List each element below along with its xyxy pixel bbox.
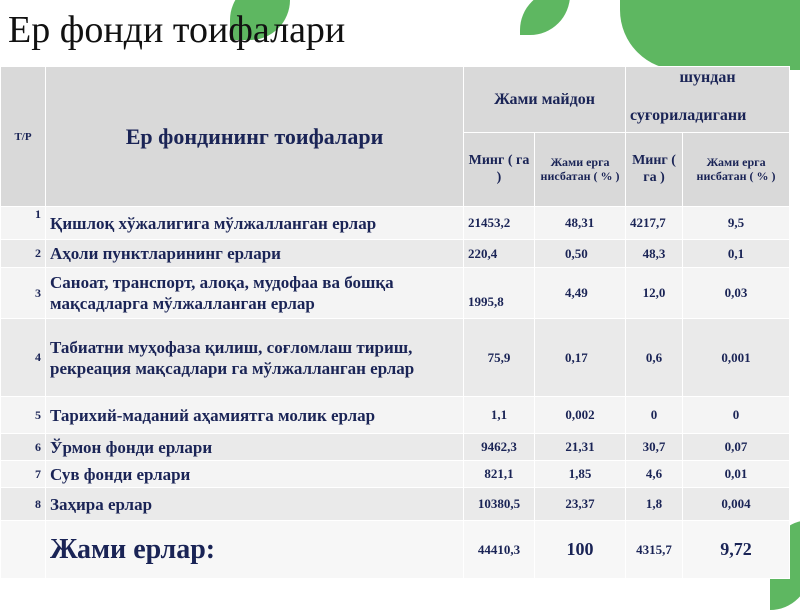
row-irrigated-share: 0,01 [683, 461, 790, 488]
table-row [1, 268, 790, 319]
total-irrigated: 4315,7 [626, 521, 683, 579]
row-share: 4,49 [535, 268, 626, 319]
row-area: 1995,8 [464, 268, 535, 319]
row-irrigated: 0 [626, 397, 683, 434]
row-name: Саноат, транспорт, алоқа, мудофаа ва бошқа мақсадларга мўлжалланган ерлар [46, 268, 464, 319]
header-tp: Т/Р [1, 67, 46, 207]
row-name: Қишлоқ хўжалигига мўлжалланган ерлар [46, 207, 464, 240]
row-irrigated: 4,6 [626, 461, 683, 488]
decor-leaf-top-right [620, 0, 800, 70]
table-row [1, 488, 790, 521]
row-area: 75,9 [464, 319, 535, 397]
header-share-pct-irrigated: Жами ерга нисбатан ( % ) [683, 133, 790, 207]
table-row [1, 319, 790, 397]
row-irrigated-share: 0,07 [683, 434, 790, 461]
row-index: 5 [1, 397, 46, 434]
header-of-which [626, 67, 790, 133]
header-share-pct: Жами ерга нисбатан ( % ) [535, 133, 626, 207]
row-irrigated: 48,3 [626, 240, 683, 268]
header-total-area: Жами майдон [464, 67, 626, 133]
row-area: 9462,3 [464, 434, 535, 461]
row-name: Сув фонди ерлари [46, 461, 464, 488]
row-share: 23,37 [535, 488, 626, 521]
row-name: Аҳоли пунктларининг ерлари [46, 240, 464, 268]
decor-leaf-top-mid [520, 0, 570, 35]
row-area: 10380,5 [464, 488, 535, 521]
row-area: 21453,2 [464, 207, 535, 240]
row-irrigated: 30,7 [626, 434, 683, 461]
row-area: 821,1 [464, 461, 535, 488]
row-share: 0,002 [535, 397, 626, 434]
row-irrigated: 0,6 [626, 319, 683, 397]
header-irrigated-label: суғориладигани [630, 107, 747, 124]
row-index: 2 [1, 240, 46, 268]
total-area: 44410,3 [464, 521, 535, 579]
row-irrigated: 12,0 [626, 268, 683, 319]
table-row [1, 397, 790, 434]
row-area: 220,4 [464, 240, 535, 268]
row-name: Табиатни муҳофаза қилиш, соғломлаш тириш, рекреация мақсадлари га мўлжалланган ерлар [46, 319, 464, 397]
row-share: 0,50 [535, 240, 626, 268]
row-share: 48,31 [535, 207, 626, 240]
header-of-which-label: шундан [679, 69, 736, 86]
row-index: 8 [1, 488, 46, 521]
page-title: Ер фонди тоифалари [8, 9, 346, 51]
total-share: 100 [535, 521, 626, 579]
row-irrigated-share: 0,1 [683, 240, 790, 268]
row-irrigated-share: 0,03 [683, 268, 790, 319]
land-fund-table [0, 66, 790, 579]
total-index [1, 521, 46, 579]
row-irrigated-share: 0,001 [683, 319, 790, 397]
row-index: 4 [1, 319, 46, 397]
row-area: 1,1 [464, 397, 535, 434]
row-name: Заҳира ерлар [46, 488, 464, 521]
header-category: Ер фондининг тоифалари [46, 67, 464, 207]
row-irrigated: 4217,7 [626, 207, 683, 240]
row-irrigated-share: 9,5 [683, 207, 790, 240]
row-index: 1 [1, 207, 46, 240]
row-index: 3 [1, 268, 46, 319]
table-row [1, 240, 790, 268]
table-total-row [1, 521, 790, 579]
row-index: 6 [1, 434, 46, 461]
row-share: 21,31 [535, 434, 626, 461]
row-irrigated-share: 0,004 [683, 488, 790, 521]
header-thousand-ha: Минг ( га ) [464, 133, 535, 207]
row-name: Ўрмон фонди ерлари [46, 434, 464, 461]
row-index: 7 [1, 461, 46, 488]
table-row [1, 207, 790, 240]
total-irrigated-share: 9,72 [683, 521, 790, 579]
row-name: Тарихий-маданий аҳамиятга молик ерлар [46, 397, 464, 434]
header-thousand-ha-irrigated: Минг ( га ) [626, 133, 683, 207]
row-irrigated: 1,8 [626, 488, 683, 521]
row-share: 0,17 [535, 319, 626, 397]
total-name: Жами ерлар: [46, 521, 464, 579]
row-share: 1,85 [535, 461, 626, 488]
table-row [1, 461, 790, 488]
table-row [1, 434, 790, 461]
row-irrigated-share: 0 [683, 397, 790, 434]
